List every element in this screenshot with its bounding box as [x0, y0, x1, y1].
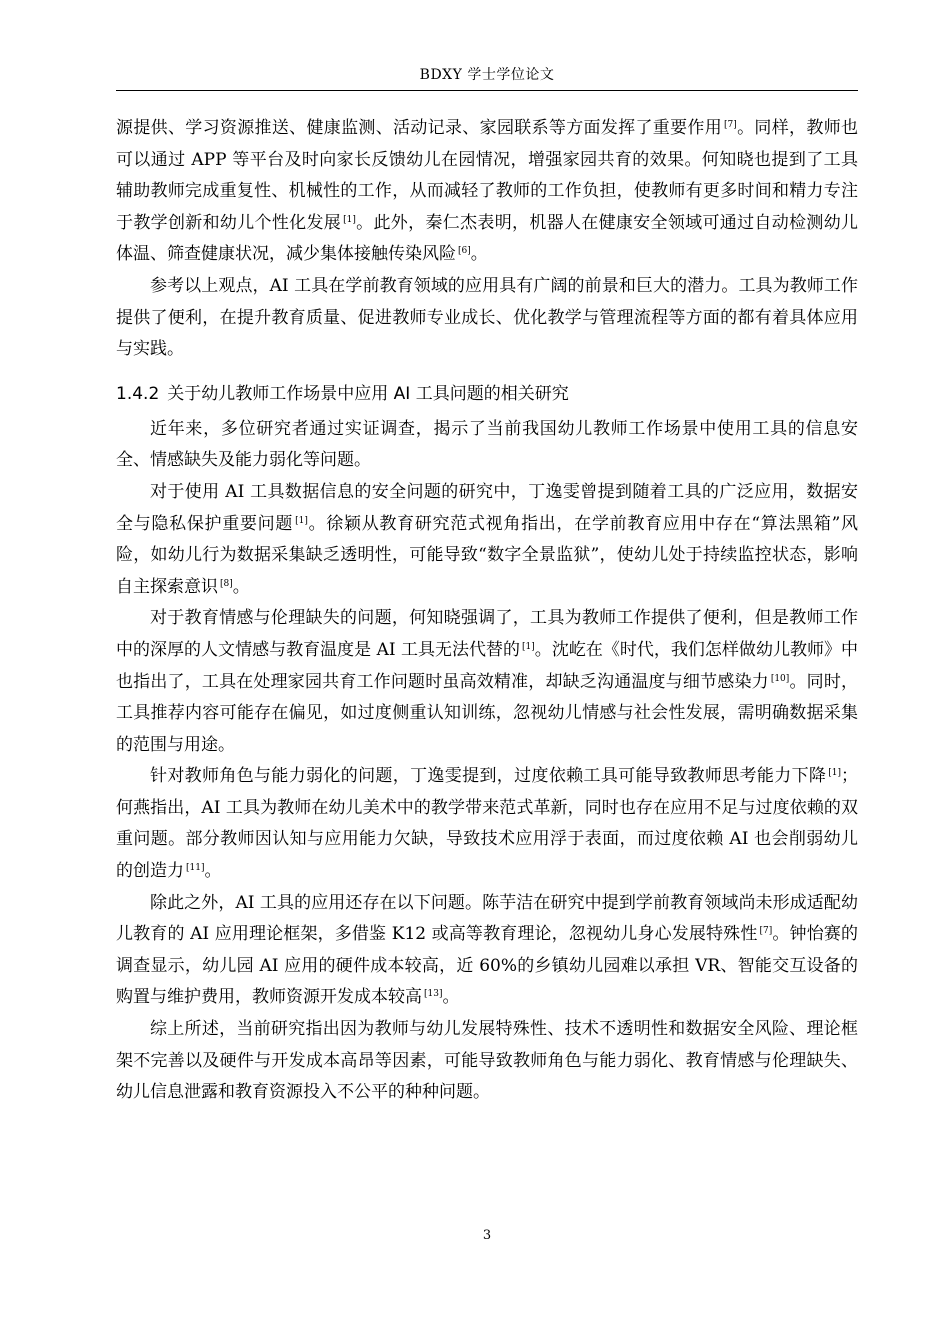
section-heading [116, 380, 858, 408]
paragraph-continuation [116, 113, 858, 271]
page-header: BDXY 学士学位论文 [419, 67, 555, 83]
text-segment: 。钟怡赛的调查显示，幼儿园 AI 应用的硬件成本较高，近 60%的乡镇幼儿园难以承担 VR、智能交互设备的购置与维护费用，教师资源开发成本较高 [116, 924, 858, 1008]
citation: [6] [458, 246, 471, 257]
text-segment: 。 [204, 861, 222, 882]
paragraph-conclusion [116, 1014, 858, 1109]
header-rule [116, 90, 858, 91]
text-segment: 除此之外，AI 工具的应用还存在以下问题。陈芋洁在研究中提到学前教育领域尚未形成适配幼儿教育的 AI 应用理论框架，多借鉴 K12 或高等教育理论，忽视幼儿身心发展特殊性 [116, 892, 858, 945]
paragraph-other-issues [116, 888, 858, 1014]
citation: [8] [220, 578, 233, 589]
page-number: 3 [482, 1228, 492, 1243]
body-text [116, 113, 858, 1109]
citation: [11] [186, 863, 205, 874]
section-title: 关于幼儿教师工作场景中应用 AI 工具问题的相关研究 [167, 383, 569, 404]
text-segment: 。 [232, 576, 250, 597]
text-segment: 。 [442, 987, 460, 1008]
citation: [7] [759, 926, 773, 937]
section-number: 1.4.2 [116, 383, 160, 404]
paragraph-role-weakening [116, 761, 858, 887]
citation: [10] [770, 673, 790, 684]
text-segment: 综上所述，当前研究指出因为教师与幼儿发展特殊性、技术不透明性和数据安全风险、理论框架不完善以及硬件与开发成本高昂等因素，可能导致教师角色与能力弱化、教育情感与伦理缺失、幼儿信息泄露和教育资源投入不公平的种种问题。 [116, 1019, 858, 1103]
text-segment: 对于使用 AI 工具数据信息的安全问题的研究中，丁逸雯曾提到随着工具的广泛应用，数据安全与隐私保护重要问题 [116, 481, 858, 534]
text-segment: 参考以上观点，AI 工具在学前教育领域的应用具有广阔的前景和巨大的潜力。工具为教师工作提供了便利，在提升教育质量、促进教师专业成长、优化教学与管理流程等方面的都有着具体应用与实践。 [116, 275, 858, 360]
citation: [1] [295, 515, 308, 526]
paragraph-ethics [116, 603, 858, 761]
paragraph-summary [116, 271, 858, 366]
text-segment: 对于教育情感与伦理缺失的问题，何知晓强调了，工具为教师工作提供了便利，但是教师工作中的深厚的人文情感与教育温度是 AI 工具无法代替的 [116, 608, 858, 660]
citation: [13] [424, 989, 443, 1000]
text-segment: 。沈屹在《时代，我们怎样做幼儿教师》中也指出了，工具在处理家园共育工作问题时虽高效精准，却缺乏沟通温度与细节感染力 [116, 639, 858, 692]
text-segment: 源提供、学习资源推送、健康监测、活动记录、家园联系等方面发挥了重要作用 [116, 118, 723, 138]
text-segment: 。 [470, 244, 488, 265]
text-segment: 。同时，工具推荐内容可能存在偏见，如过度侧重认知训练，忽视幼儿情感与社会性发展，需明确数据采集的范围与用途。 [116, 671, 859, 755]
text-segment: 针对教师角色与能力弱化的问题，丁逸雯提到，过度依赖工具可能导致教师思考能力下降 [150, 766, 827, 787]
text-segment: 。徐颖从教育研究范式视角指出，在学前教育应用中存在“算法黑箱”风险，如幼儿行为数据采集缺乏透明性，可能导致“数字全景监狱”，使幼儿处于持续监控状态，影响自主探索意识 [116, 513, 858, 597]
citation: [7] [724, 120, 737, 130]
citation: [1] [828, 768, 841, 779]
citation: [1] [343, 214, 356, 225]
text-segment: ；何燕指出，AI 工具为教师在幼儿美术中的教学带来范式革新，同时也存在应用不足与过度依赖的双重问题。部分教师因认知与应用能力欠缺，导致技术应用浮于表面，而过度依赖 AI 也会削弱幼儿的创造力 [116, 766, 858, 882]
paragraph-intro [116, 414, 858, 477]
text-segment: 近年来，多位研究者通过实证调查，揭示了当前我国幼儿教师工作场景中使用工具的信息安全、情感缺失及能力弱化等问题。 [116, 418, 858, 471]
text-segment: 。此外，秦仁杰表明，机器人在健康安全领域可通过自动检测幼儿体温、筛查健康状况，减少集体接触传染风险 [116, 212, 859, 265]
paragraph-data-security [116, 477, 858, 603]
text-segment: 。同样，教师也可以通过 APP 等平台及时向家长反馈幼儿在园情况，增强家园共育的效果。何知晓也提到了工具辅助教师完成重复性、机械性的工作，从而减轻了教师的工作负担，使教师有更多时间和精力专注于教学创新和幼儿个性化发展 [116, 118, 859, 233]
citation: [1] [522, 641, 535, 652]
